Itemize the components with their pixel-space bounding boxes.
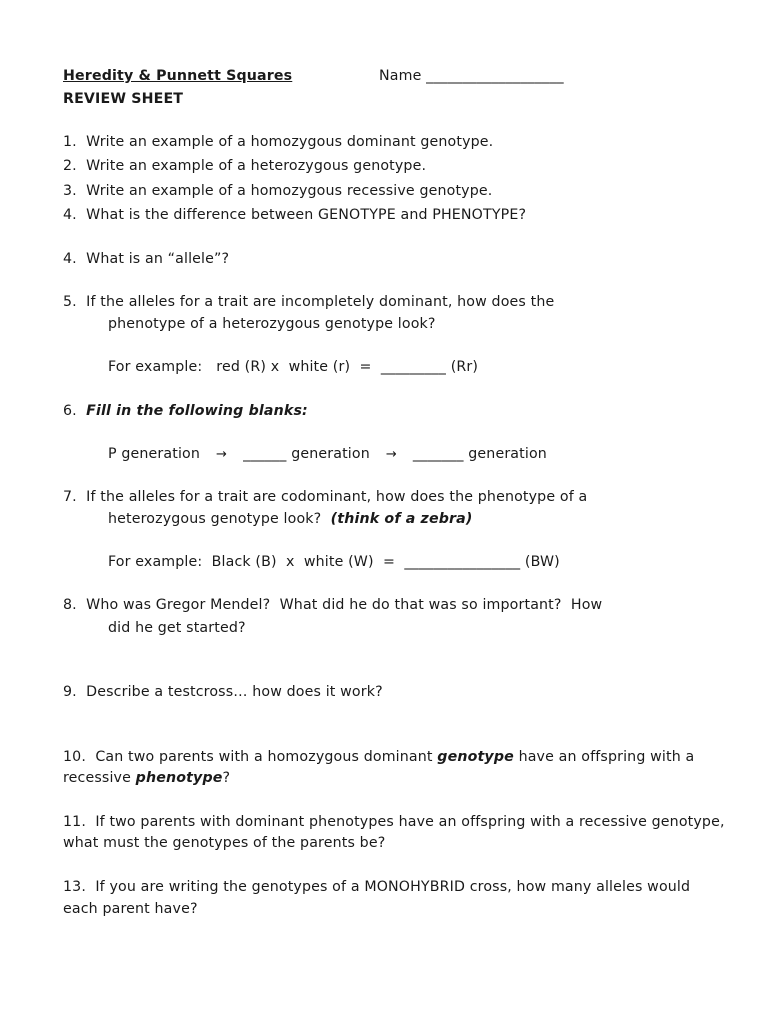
question-11-line2: what must the genotypes of the parents be? [63, 835, 386, 851]
question-2: 2. Write an example of a heterozygous genotype. [63, 158, 427, 174]
question-10-line2 [63, 769, 230, 787]
question-10-line1 [63, 748, 694, 766]
question-8-line1: 8. Who was Gregor Mendel? What did he do that was so important? How [63, 597, 603, 613]
question-13-line2: each parent have? [63, 901, 198, 917]
question-3: 3. Write an example of a homozygous recessive genotype. [63, 183, 493, 199]
generation-blank-2: _______ generation [412, 446, 547, 462]
question-4b: 4. What is an “allele”? [63, 251, 230, 267]
question-10-phenotype-emphasis: phenotype [135, 770, 223, 786]
question-7-line2 [108, 510, 473, 528]
question-5-line1: 5. If the alleles for a trait are incompletely dominant, how does the [63, 294, 555, 310]
name-field-label: Name ___________________ [379, 68, 564, 84]
arrow-right-icon: → [216, 447, 228, 462]
question-5-example: For example: red (R) x white (r) = _________ (Rr) [108, 359, 479, 375]
question-10-text-f: ? [222, 770, 231, 786]
question-8-line2: did he get started? [108, 620, 246, 636]
question-7-line1: 7. If the alleles for a trait are codominant, how does the phenotype of a [63, 489, 588, 505]
question-10-genotype-emphasis: genotype [437, 749, 514, 765]
question-10-text-a: 10. Can two parents with a homozygous dominant [63, 749, 438, 765]
question-4a: 4. What is the difference between GENOTYPE and PHENOTYPE? [63, 207, 527, 223]
page-title: Heredity & Punnett Squares [63, 68, 293, 84]
arrow-right-icon: → [385, 447, 397, 462]
question-1: 1. Write an example of a homozygous dominant genotype. [63, 134, 494, 150]
question-7-hint: (think of a zebra) [330, 511, 473, 527]
question-9: 9. Describe a testcross… how does it work? [63, 684, 383, 700]
p-generation-label: P generation [108, 446, 201, 462]
generation-blank-1: ______ generation [243, 446, 370, 462]
question-7-example: For example: Black (B) x white (W) = ________________ (BW) [108, 554, 560, 570]
question-5-line2: phenotype of a heterozygous genotype look? [108, 316, 436, 332]
question-13-line1: 13. If you are writing the genotypes of a MONOHYBRID cross, how many alleles would [63, 879, 691, 895]
question-6-generations [108, 445, 547, 464]
question-10-text-c: have an offspring with a [513, 749, 695, 765]
question-10-text-d: recessive [63, 770, 136, 786]
question-7-line2-text: heterozygous genotype look? [108, 511, 331, 527]
question-6-number: 6. [63, 403, 87, 419]
question-6-heading [63, 402, 308, 420]
question-6-instruction: Fill in the following blanks: [86, 403, 308, 419]
question-11-line1: 11. If two parents with dominant phenotypes have an offspring with a recessive genotype, [63, 814, 725, 830]
page-subtitle: REVIEW SHEET [63, 91, 184, 107]
